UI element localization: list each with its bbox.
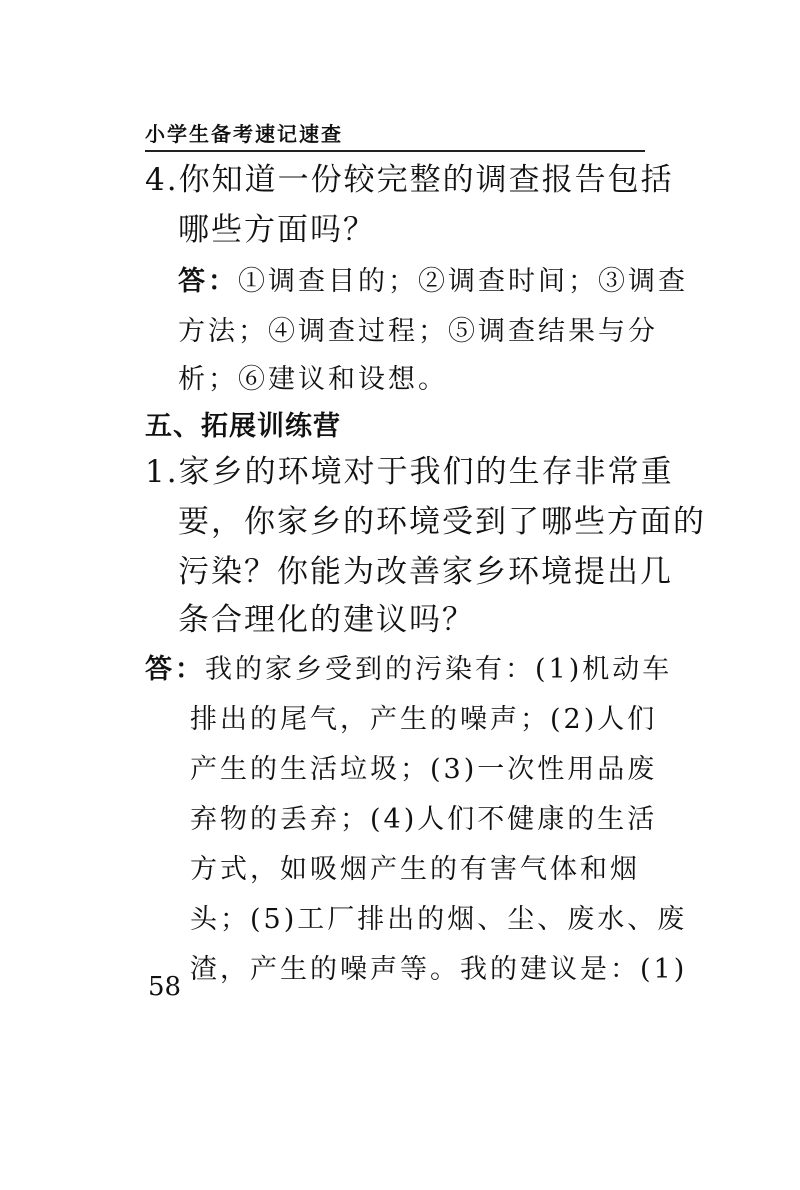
question-text-line: 条合理化的建议吗？: [178, 602, 475, 638]
section-heading: 五、拓展训练营: [145, 411, 341, 442]
header-rule: [145, 150, 645, 152]
answer-line: 渣，产生的噪声等。我的建议是：(1): [190, 954, 688, 985]
book-title: 小学生备考速记速查: [145, 122, 343, 146]
question-text-line: 污染？你能为改善家乡环境提出几: [178, 554, 673, 590]
answer-text: ①调查目的；②调查时间；③调查: [238, 266, 688, 297]
answer-line: 头；(5)工厂排出的烟、尘、废水、废: [190, 904, 688, 935]
answer-label: 答：: [145, 654, 205, 685]
question-text-line: 哪些方面吗？: [178, 212, 376, 248]
page-number: 58: [148, 972, 182, 1002]
answer-line: 产生的生活垃圾；(3)一次性用品废: [190, 754, 658, 785]
answer-line: 排出的尾气，产生的噪声；(2)人们: [190, 704, 658, 735]
answer-text: 我的家乡受到的污染有：(1)机动车: [205, 654, 673, 685]
answer-line: 方式，如吸烟产生的有害气体和烟: [190, 854, 640, 885]
question-text-line: 要，你家乡的环境受到了哪些方面的: [178, 504, 706, 540]
answer-line: 方法；④调查过程；⑤调查结果与分: [178, 316, 658, 347]
answer-line: 弃物的丢弃；(4)人们不健康的生活: [190, 804, 658, 835]
question-text-line: 1.家乡的环境对于我们的生存非常重: [145, 454, 674, 490]
answer-line: [145, 650, 672, 690]
answer-line: [178, 262, 688, 302]
answer-label: 答：: [178, 266, 238, 297]
answer-line: 析；⑥建议和设想。: [178, 364, 448, 395]
question-text-line: 4.你知道一份较完整的调查报告包括: [145, 162, 674, 198]
